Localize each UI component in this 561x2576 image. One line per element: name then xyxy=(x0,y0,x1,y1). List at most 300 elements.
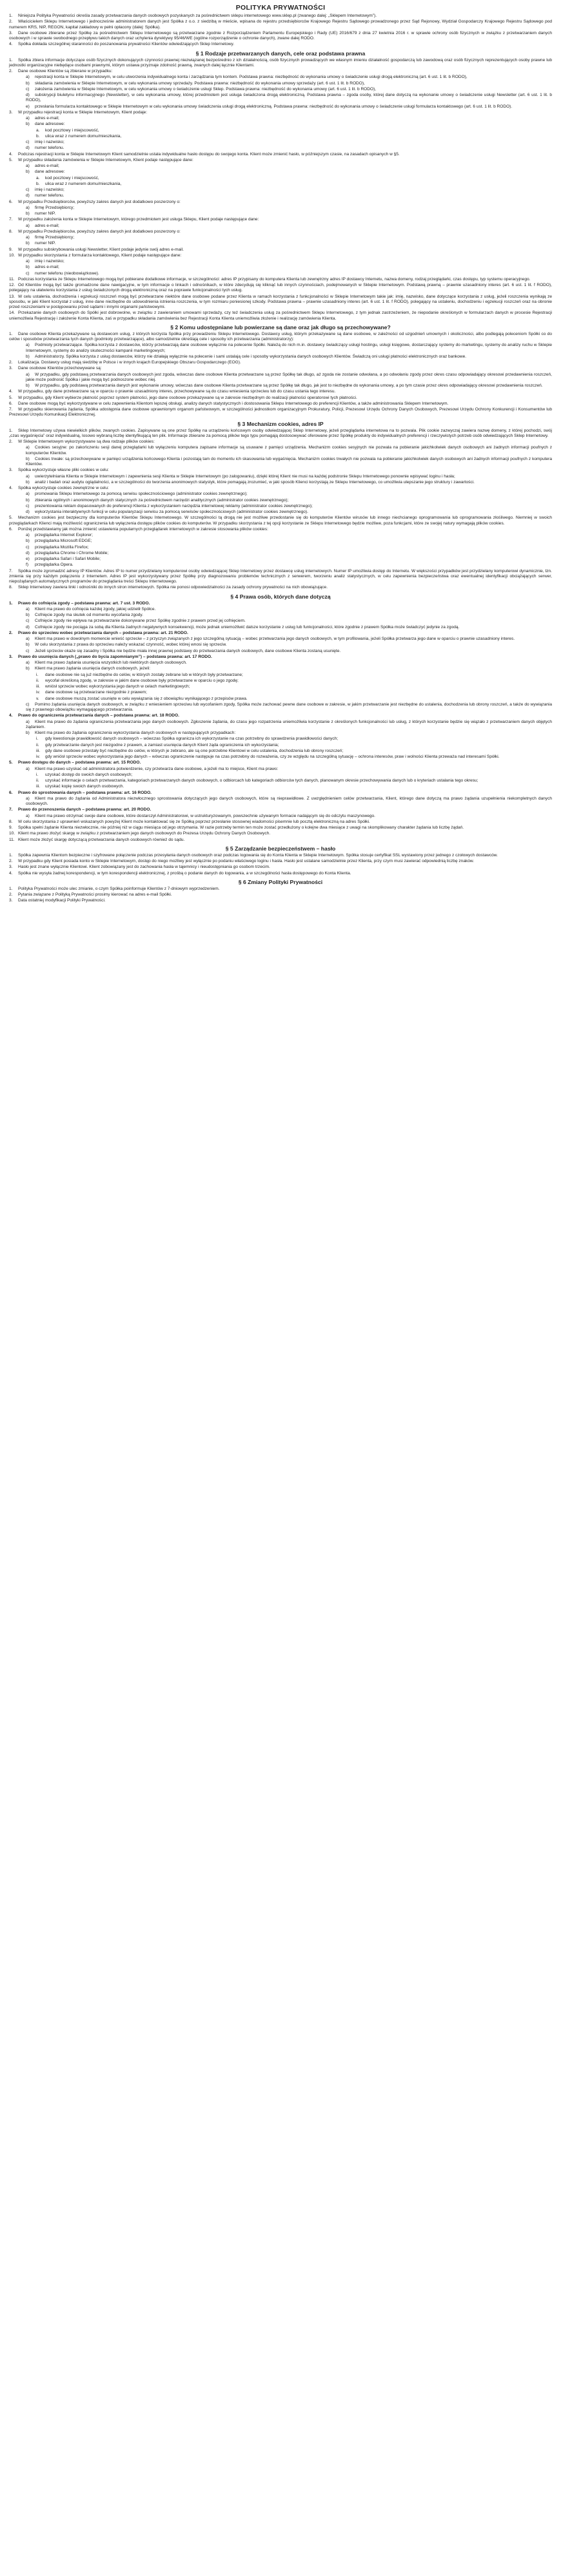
paragraph-text: kod pocztowy i miejscowość, xyxy=(45,175,99,180)
paragraph-number: 5. xyxy=(9,157,13,162)
paragraph-text: ulica wraz z numerem domu/mieszkania, xyxy=(45,133,122,139)
paragraph-text: Administratorzy. Spółka korzysta z usług dostawców, którzy nie działają wyłącznie na polecenie i sami ustalają cele i sposoby wykorzystania danych osobowych Klientów. Świadczą oni usługi płatności elektronicznych oraz bankowe. xyxy=(35,354,467,359)
paragraph-text: W Sklepie Internetowym wykorzystywane są dwa rodzaje plików cookies: xyxy=(18,439,155,444)
paragraph-number: 3. xyxy=(9,366,13,371)
policy-paragraph xyxy=(9,241,552,246)
paragraph-number: c) xyxy=(26,503,30,508)
paragraph-text: dane osobowe są przetwarzane niezgodnie z prawem; xyxy=(45,690,147,695)
paragraph-text: składania zamówienia w Sklepie Internetowym, w celu wykonania umowy sprzedaży. Podstawa prawna: niezbędność do wykonania umowy sprzedaży (art. 6 ust. 1 lit. b RODO), xyxy=(35,81,365,86)
paragraph-number: iii. xyxy=(36,684,41,689)
policy-paragraph xyxy=(9,655,552,660)
policy-paragraph xyxy=(9,217,552,222)
paragraph-text: Przekazanie danych osobowych do Spółki jest dobrowolne, w związku z zawieraniem umowami sprzedaży, czy też świadczenia usług za pośrednictwem Sklepu Internetowego, z tym jednak zastrzeżeniem, że niepodanie określonych w formularzach danych w procesie Rejestracji uniemożliwia Rejestrację i założenie Konta Klienta, zaś w przypadku składania zamówienia bez Rejestracji Konta Klienta uniemożliwia złożenie i realizację zamówienia Klienta. xyxy=(9,311,552,321)
policy-paragraph xyxy=(9,140,552,145)
paragraph-text: Spółka może zgromadzić adresy IP Klientów. Adres IP to numer przydzielany komputerowi osoby odwiedzającej Sklep Internetowy przez dostawcę usług internetowych. Numer IP umożliwia dostęp do Internetu. W większości przypadków jest przydzielany komputerowi dynamicznie, tzn. zmienia się przy każdym połączeniu z Internetem. Adres IP jest wykorzystywany przez Spółkę przy diagnozowaniu problemów technicznych z serwerem, tworzeniu analiz statystycznych, w celu zapewnienia bezpieczeństwa oraz ewentualnej identyfikacji obciążających serwer, niepożądanych automatycznych programów do przeglądania treści Sklepu Internetowego. xyxy=(9,568,552,584)
paragraph-text: Klient może złożyć skargę dotyczącą przetwarzania danych osobowych również do sądu. xyxy=(18,837,185,842)
policy-paragraph xyxy=(9,649,552,654)
paragraph-number: d) xyxy=(26,93,30,97)
paragraph-text: Podmioty przetwarzające. Spółka korzysta z dostawców, którzy przetwarzają dane osobowe wyłącznie na polecenie Spółki. Należą do nich m.in. dostawcy świadczący usługi hostingu, usługi księgowe, dostarczający systemy do marketingu, systemy do analizy ruchu w Sklepie Internetowym, systemy do analizy skuteczności kampanii marketingowych; xyxy=(26,343,552,353)
paragraph-number: i. xyxy=(36,672,39,677)
policy-paragraph xyxy=(9,486,552,491)
policy-paragraph xyxy=(9,247,552,253)
policy-paragraph xyxy=(9,187,552,193)
paragraph-text: imię i nazwisko; xyxy=(35,259,64,264)
policy-paragraph xyxy=(9,277,552,282)
policy-paragraph xyxy=(9,515,552,526)
paragraph-number: e) xyxy=(26,557,30,561)
paragraph-number: 11. xyxy=(9,837,15,842)
paragraph-text: Lokalizacja. Dostawcy usług mają siedzibę w Polsce i w innych krajach Europejskiego Obszaru Gospodarczego (EOG). xyxy=(18,360,241,365)
paragraph-text: Cofnięcie zgody ma skutek od momentu wycofania zgody. xyxy=(35,613,144,617)
policy-paragraph xyxy=(9,607,552,612)
paragraph-text: numer telefonu. xyxy=(35,146,64,151)
paragraph-number: iv. xyxy=(36,755,41,759)
paragraph-number: 7. xyxy=(9,807,13,812)
paragraph-text: W przypadku, gdy dane przetwarzane są w oparciu o prawnie uzasadniony interes, przechowywane są do czasu wniesienia sprzeciwu lub do czasu ustania tego interesu. xyxy=(18,389,336,394)
paragraph-text: Dane osobowe Klientów przechowywane są: xyxy=(18,366,102,371)
policy-paragraph xyxy=(9,702,552,713)
paragraph-text: Klient ma prawo złożyć skargę w związku z przetwarzaniem jego danych osobowych do Prezesa Urzędu Ochrony Danych Osobowych. xyxy=(18,831,271,836)
policy-paragraph xyxy=(9,820,552,825)
policy-paragraph xyxy=(9,545,552,550)
paragraph-number: 1. xyxy=(9,886,13,891)
paragraph-text: firmę Przedsiębiorcy; xyxy=(35,205,75,210)
paragraph-text: przeglądarka Safari i Safari Mobile; xyxy=(35,557,101,561)
policy-paragraph xyxy=(9,354,552,360)
policy-paragraph xyxy=(9,224,552,229)
policy-paragraph xyxy=(9,814,552,819)
paragraph-text: Spółka zapewnia Klientom bezpieczne i szyfrowane połączenie podczas przesyłania danych osobowych oraz podczas logowania się do Konta Klienta w Sklepie Internetowym. Spółka stosuje certyfikat SSL wystawiony przez jednego z czołowych dostawców. xyxy=(18,852,498,858)
policy-paragraph xyxy=(9,684,552,689)
paragraph-number: b) xyxy=(26,354,30,359)
section-heading: § 2 Komu udostępniane lub powierzane są dane oraz jak długo są przechowywane? xyxy=(170,323,391,331)
paragraph-text: Cookies sesyjne: po zakończeniu sesji danej przeglądarki lub wyłączeniu komputera zapisane informacje są usuwane z pamięci urządzenia. Mechanizm cookies sesyjnych nie pozwala na pobieranie jakichkolwiek danych osobowych ani żadnych informacji poufnych z komputerów Klientów. xyxy=(26,445,552,456)
paragraph-text: numer NIP. xyxy=(35,241,56,246)
paragraph-number: b) xyxy=(26,642,30,648)
policy-paragraph xyxy=(9,360,552,365)
policy-paragraph xyxy=(9,283,552,294)
policy-paragraph xyxy=(9,69,552,74)
document-title: POLITYKA PRYWATNOŚCI xyxy=(235,4,326,12)
policy-paragraph xyxy=(9,146,552,151)
policy-paragraph xyxy=(9,736,552,742)
paragraph-number: 8. xyxy=(9,229,13,234)
policy-paragraph xyxy=(9,445,552,456)
paragraph-number: a) xyxy=(26,164,30,168)
section-heading: § 5 Zarządzanie bezpieczeństwem – hasło xyxy=(225,845,336,852)
policy-paragraph xyxy=(9,666,552,671)
paragraph-text: Spółka wykorzystuje własne pliki cookies w celu: xyxy=(18,468,109,473)
policy-paragraph xyxy=(9,673,552,678)
paragraph-number: iii. xyxy=(36,784,41,789)
paragraph-text: przeglądarka Opera. xyxy=(35,562,74,568)
paragraph-number: 10. xyxy=(9,831,15,836)
paragraph-text: gdy wniósł sprzeciw wobec wykorzystania jego danych – wówczas ograniczenie następuje na czas potrzebny do rozważenia, czy ze względu na szczególną sytuację – ochrona interesów, praw i wolności Klienta przeważa nad interesami Spółki. xyxy=(45,755,500,759)
paragraph-number: 5. xyxy=(9,395,13,400)
paragraph-text: Klient ma prawo do żądania od Administratora niezwłocznego sprostowania dotyczących jego danych osobowych, które są nieprawidłowe. Z uwzględnieniem celów przetwarzania, Klient, którego dane dotyczą ma prawo żądania uzupełnienia niekompletnych danych osobowych. xyxy=(26,796,552,806)
paragraph-text: Dane osobowe mogą być wykorzystywane w celu zapewnienia Klientom lepszej obsługi, analizy danych statystycznych i dostosowania Sklepu Internetowego do preferencji Klientów, a także administrowania Sklepem Internetowym. xyxy=(18,401,449,406)
paragraph-text: adres e-mail; xyxy=(35,116,59,120)
policy-paragraph xyxy=(9,439,552,445)
paragraph-number: c) xyxy=(26,187,30,192)
policy-paragraph xyxy=(9,81,552,86)
policy-paragraph xyxy=(9,110,552,115)
paragraph-text: prezentowania reklam dopasowanych do preferencji Klienta z wykorzystaniem narzędzia internetowej reklamy (administrator cookies zewnętrznego); xyxy=(35,503,313,508)
paragraph-number: e) xyxy=(26,104,30,109)
policy-paragraph xyxy=(9,42,552,47)
paragraph-text: Prawo do sprzeciwu wobec przetwarzania danych – podstawa prawna: art. 21 RODO. xyxy=(18,630,188,635)
document-content xyxy=(9,14,552,904)
policy-paragraph xyxy=(9,457,552,468)
policy-paragraph xyxy=(9,75,552,80)
paragraph-number: 2. xyxy=(9,69,13,73)
paragraph-text: przeglądarka Internet Explorer; xyxy=(35,533,93,537)
paragraph-text: Podczas rejestracji konta w Sklepie Internetowym Klient samodzielnie ustala indywidualne hasło dostępu do swojego konta. Klient może zmienić hasło, w późniejszym czasie, na zasadach opisanych w §5. xyxy=(18,151,400,157)
policy-paragraph xyxy=(9,791,552,796)
paragraph-text: imię i nazwisko; xyxy=(35,187,64,192)
policy-paragraph xyxy=(9,343,552,354)
paragraph-text: Klient ma prawo otrzymać swoje dane osobowe, które dostarczył Administratorowi, w ustrukturyzowanym, powszechnie używanym formacie nadającym się do odczytu maszynowego. xyxy=(35,813,375,818)
paragraph-number: iii. xyxy=(36,748,41,753)
paragraph-number: d) xyxy=(26,550,30,555)
paragraph-text: Pytania związane z Polityką Prywatności prosimy kierować na adres e-mail Spółki. xyxy=(18,892,172,897)
paragraph-number: v. xyxy=(36,696,39,701)
policy-paragraph xyxy=(9,200,552,205)
paragraph-number: 2. xyxy=(9,360,13,365)
paragraph-text: adres e-mail; xyxy=(35,223,59,228)
policy-paragraph xyxy=(9,498,552,503)
paragraph-number: 1. xyxy=(9,14,13,18)
policy-paragraph xyxy=(9,383,552,389)
policy-paragraph xyxy=(9,265,552,270)
paragraph-text: przesłania formularza kontaktowego w Sklepie Internetowym w celu wykonania umowy świadczenia usługi drogą elektroniczną. Podstawa prawna: niezbędność do wykonania umowy o świadczenie usługi formularza kontaktowego (art. 6 ust. 1 lit. b RODO). xyxy=(35,104,513,109)
paragraph-text: rejestracji konta w Sklepie Internetowym, w celu utworzenia indywidualnego konta i zarządzania tym kontem. Podstawa prawna: niezbędność do wykonania umowy o świadczenie usługi drogą elektroniczną (art. 6 ust. 1 lit. b RODO), xyxy=(35,75,467,80)
policy-paragraph xyxy=(9,504,552,509)
policy-paragraph xyxy=(9,713,552,718)
policy-paragraph xyxy=(9,134,552,139)
paragraph-number: 8. xyxy=(9,819,13,824)
policy-paragraph xyxy=(9,778,552,783)
paragraph-text: Sklep Internetowy zawiera linki i odnośniki do innych stron internetowych. Spółka nie ponosi odpowiedzialności za zasady ochrony prywatności na nich obowiązujące. xyxy=(18,585,328,590)
paragraph-number: a) xyxy=(26,813,30,818)
policy-paragraph xyxy=(9,169,552,175)
paragraph-number: 6. xyxy=(9,526,13,532)
paragraph-text: zbierania ogólnych i anonimowych danych statycznych za pośrednictwem narzędzi analitycznych (administrator cookies zewnętrznego); xyxy=(35,497,289,503)
paragraph-text: promowania Sklepu Internetowego za pomocą serwisu społecznościowego (administrator cookies zewnętrznego); xyxy=(35,492,248,497)
paragraph-number: 8. xyxy=(9,585,13,590)
policy-paragraph xyxy=(9,87,552,92)
paragraph-number: 3. xyxy=(9,865,13,870)
policy-paragraph xyxy=(9,585,552,590)
policy-paragraph xyxy=(9,807,552,812)
paragraph-number: ii. xyxy=(36,678,39,683)
paragraph-text: Jeżeli sprzeciw okaże się zasadny i Spółka nie będzie miała innej prawnej podstawy do przetwarzania danych osobowych, dane osobowe Klienta zostaną usunięte. xyxy=(35,648,341,653)
policy-paragraph xyxy=(9,755,552,760)
paragraph-number: a) xyxy=(26,474,30,479)
paragraph-number: 4. xyxy=(9,486,13,490)
policy-paragraph xyxy=(9,569,552,585)
paragraph-text: Podczas korzystania ze Sklepu Internetowego mogą być pobierane dodatkowe informacje, w szczególności: adres IP przypisany do komputera Klienta lub zewnętrzny adres IP dostawcy Internetu, nazwa domeny, rodzaj przeglądarki, czas dostępu, typ systemu operacyjnego. xyxy=(18,276,531,282)
paragraph-text: Prawo dostępu do danych – podstawa prawna: art. 15 RODO. xyxy=(18,760,141,765)
policy-paragraph xyxy=(9,235,552,240)
paragraph-text: Klient ma prawo żądania usunięcia danych osobowych, jeżeli: xyxy=(35,666,151,671)
policy-paragraph xyxy=(9,474,552,479)
paragraph-number: a) xyxy=(26,637,30,641)
paragraph-text: uzyskać dostęp do swoich danych osobowych; xyxy=(45,772,133,777)
paragraph-number: a) xyxy=(26,796,30,801)
paragraph-text: dane osobowe muszą zostać usunięte w celu wywiązania się z obowiązku wynikającego z przepisów prawa. xyxy=(45,696,248,701)
paragraph-number: 1. xyxy=(9,331,13,336)
paragraph-text: wniósł sprzeciw wobec wykorzystania jego danych w celach marketingowych; xyxy=(45,684,190,689)
paragraph-text: W przypadku rejestracji konta w Sklepie Internetowym, Klient podaje: xyxy=(18,110,148,115)
policy-paragraph xyxy=(9,193,552,198)
paragraph-number: 1. xyxy=(9,601,13,606)
paragraph-number: a) xyxy=(26,372,30,377)
policy-paragraph xyxy=(9,838,552,843)
paragraph-text: W przypadku, gdy Klient wybierze płatność poprzez system płatności, jego dane osobowe przekazywane są w zakresie niezbędnym do realizacji płatności operatorowi tych płatności. xyxy=(18,395,357,400)
policy-paragraph xyxy=(9,613,552,618)
paragraph-number: c) xyxy=(26,648,30,653)
paragraph-text: Hasło jest znane wyłącznie Klientowi. Klient zobowiązany jest do zachowania hasła w tajemnicy i nieudostępniania go osobom trzecim. xyxy=(18,865,270,870)
policy-paragraph xyxy=(9,825,552,831)
paragraph-number: 9. xyxy=(9,247,13,252)
paragraph-number: b) xyxy=(26,479,30,485)
paragraph-number: 2. xyxy=(9,859,13,863)
policy-paragraph xyxy=(9,619,552,624)
paragraph-text: numer NIP. xyxy=(35,211,56,216)
paragraph-text: W przypadku subskrybowania usługi Newsletter, Klient podaje jedynie swój adres e-mail. xyxy=(18,247,184,252)
policy-paragraph xyxy=(9,31,552,42)
paragraph-number: c) xyxy=(26,140,30,144)
paragraph-number: a. xyxy=(36,128,40,133)
paragraph-text: Prawo do cofnięcia zgody – podstawa prawna: art. 7 ust. 3 RODO. xyxy=(18,601,150,606)
paragraph-text: Spółka zbiera informacje dotyczące osób fizycznych dokonujących czynności prawnej niezwiązanej bezpośrednio z ich działalnością, osób fizycznych prowadzących we własnym imieniu działalność gospodarczą lub zawodową oraz osób fizycznych reprezentujących osoby prawne lub jednostki organizacyjne niebędące osobami prawnymi, którym ustawa przyznaje zdolność prawną, zwanych dalej łącznie Klientami. xyxy=(9,57,552,68)
paragraph-text: W przypadku założenia konta w Sklepie Internetowym, którego przedmiotem jest usługa Sklepu, Klient podaje następujące dane: xyxy=(18,217,259,222)
policy-paragraph xyxy=(9,19,552,30)
paragraph-number: 3. xyxy=(9,468,13,473)
paragraph-text: subskrypcji biuletynu informacyjnego (Newsletter), w celu wykonania umowy, której przedmiotem jest usługa świadczona drogą elektroniczną. Podstawa prawna – zgoda osoby, której dane dotyczą na wykonanie umowy o świadczenie usługi Newsletter (art. 6 ust. 1 lit. b RODO), xyxy=(26,93,552,103)
paragraph-text: Mechanizm cookies jest bezpieczny dla komputerów Klientów Sklepu Internetowego. W szczególności tą drogą nie jest możliwe przedostanie się do komputerów Klientów wirusów lub innego niechcianego oprogramowania lub oprogramowania złośliwego. Niemniej w swoich przeglądarkach Klienci mają możliwość ograniczenia lub wyłączenia dostępu plików cookies do komputerów. W przypadku skorzystania z tej opcji korzystanie ze Sklepu Internetowego będzie możliwe, poza funkcjami, które ze swojej natury wymagają plików cookies. xyxy=(9,515,552,526)
policy-paragraph xyxy=(9,152,552,157)
paragraph-text: W przypadku skierowania żądania, Spółka udostępnia dane osobowe uprawnionym organom państwowym, w szczególności jednostkom organizacyjnym Prokuratury, Policji, Prezesowi Urzędu Ochrony Danych Osobowych, Prezesowi Urzędu Ochrony Konkurencji i Konsumentów lub Prezesowi Urzędu Komunikacji Elektronicznej. xyxy=(9,407,552,418)
policy-paragraph xyxy=(9,401,552,407)
policy-paragraph xyxy=(9,642,552,648)
paragraph-text: uzyskać kopię swoich danych osobowych. xyxy=(45,784,124,789)
paragraph-text: Klient ma prawo do żądania ograniczenia wykorzystania danych osobowych w następujących przypadkach: xyxy=(35,731,236,735)
paragraph-number: a) xyxy=(26,492,30,497)
paragraph-text: Dane osobowe Klienta przekazywane są dostawcom usług, z których korzysta Spółka przy prowadzeniu Sklepu Internetowego. Dostawcy usług, którym przekazywane są dane osobowe, w zależności od uzgodnień umownych i okoliczności, albo podlegają poleceniom Spółki co do celów i sposobów przetwarzania tych danych (podmioty przetwarzające), albo samodzielnie określają cele i sposoby ich przetwarzania (administratorzy): xyxy=(9,331,552,341)
policy-paragraph xyxy=(9,468,552,473)
policy-paragraph xyxy=(9,784,552,789)
paragraph-number: b) xyxy=(26,456,30,461)
paragraph-text: gdy dane osobowe przestały być niezbędne do celów, w których je zebrano, ale są one potrzebne Klientowi w celu ustalenia, dochodzenia lub obrony roszczeń; xyxy=(45,748,344,753)
paragraph-number: a) xyxy=(26,606,30,611)
policy-paragraph xyxy=(9,767,552,772)
paragraph-number: b) xyxy=(26,122,30,127)
policy-paragraph xyxy=(9,690,552,695)
policy-paragraph xyxy=(9,892,552,898)
paragraph-number: 2. xyxy=(9,892,13,897)
paragraph-text: Cofnięcie zgody nie wpływa na przetwarzanie dokonywane przez Spółkę zgodnie z prawem przed jej cofnięciem. xyxy=(35,619,246,624)
paragraph-number: a) xyxy=(26,116,30,120)
policy-paragraph xyxy=(9,871,552,876)
paragraph-number: 5. xyxy=(9,760,13,765)
paragraph-text: przeglądarka Mozilla Firefox; xyxy=(35,544,89,550)
section-heading: § 4 Prawa osób, których dane dotyczą xyxy=(230,593,331,600)
policy-paragraph xyxy=(9,480,552,485)
paragraph-number: 12. xyxy=(9,283,15,287)
paragraph-number: a) xyxy=(26,223,30,228)
paragraph-text: W celu ustalenia, dochodzenia i egzekucji roszczeń mogą być przetwarzane niektóre dane osobowe podane przez Klienta w ramach korzystania z funkcjonalności w Sklepie Internetowym takie jak: imię, nazwisko, dane dotyczące korzystania z usług, jeżeli roszczenia wynikają ze sposobu, w jaki Klient korzystał z usług, inne dane niezbędne do udowodnienia istnienia roszczenia, w tym rozmiaru poniesionej szkody. Podstawa prawna – prawnie uzasadniony interes (art. 6 ust. 1 lit. f RODO), polegający na ustaleniu, dochodzeniu i egzekucji roszczeń oraz na obronie przed roszczeniami w postępowaniu przed sądami i innymi organami państwowymi. xyxy=(9,294,552,309)
paragraph-text: założenia zamówienia w Sklepie Internetowym, w celu wykonania umowy o świadczenie usługi Sklep. Podstawa prawna: niezbędność do wykonania umowy (art. 6 ust. 1 lit. b RODO), xyxy=(35,86,377,91)
paragraph-number: b) xyxy=(26,265,30,270)
paragraph-text: gdy kwestionuje prawidłowość danych osobowych – wówczas Spółka ogranicza ich wykorzystanie na czas potrzebny do sprawdzenia prawidłowości danych; xyxy=(45,736,339,742)
paragraph-number: c) xyxy=(26,544,30,550)
policy-paragraph xyxy=(9,206,552,211)
paragraph-text: firmę Przedsiębiorcy; xyxy=(35,235,75,240)
paragraph-number: 6. xyxy=(9,401,13,406)
policy-paragraph xyxy=(9,625,552,630)
paragraph-text: Klient ma prawo do cofnięcia każdej zgody, jakiej udzielił Spółce. xyxy=(35,606,156,611)
paragraph-text: Spółka wykorzystuje cookies zewnętrzne w celu: xyxy=(18,486,109,490)
paragraph-number: b) xyxy=(26,211,30,216)
paragraph-number: a) xyxy=(26,235,30,240)
paragraph-text: Spółka nie wysyła żadnej korespondencji, w tym korespondencji elektronicznej, z prośbą o podanie danych do logowania, a w szczególności hasła dostępowego do Konta Klienta. xyxy=(18,870,351,876)
paragraph-text: W celu skorzystania z prawa do sprzeciwu należy wskazać czynność, wobec której wnosi się sprzeciw. xyxy=(35,642,227,648)
paragraph-number: ii. xyxy=(36,778,39,783)
paragraph-text: Od Klientów mogą być także gromadzone dane nawigacyjne, w tym informacje o linkach i odnośnikach, w które zdecydują się kliknąć lub innych czynnościach, podejmowanych w Sklepie Internetowym. Podstawą prawną – prawnie uzasadniony interes (art. 6 ust. 1 lit. f RODO), polegający na ułatwieniu korzystania z usług świadczonych drogą elektroniczną oraz na poprawie funkcjonalności tych usług. xyxy=(9,283,552,293)
paragraph-text: Klient ma prawo uzyskać od administratora potwierdzenie, czy przetwarza dane osobowe, a jeżeli ma to miejsce, Klient ma prawo: xyxy=(35,766,279,771)
paragraph-number: 4. xyxy=(9,713,13,718)
paragraph-text: dane adresowe: xyxy=(35,122,65,127)
policy-paragraph xyxy=(9,229,552,235)
paragraph-text: W przypadku, gdy podstawą przetwarzania danych jest wykonanie umowy, wówczas dane osobowe Klienta przetwarzane są przez Spółkę tak długo, jak jest to niezbędne do wykonania umowy, a po tym czasie przez okres odpowiadający okresowi przedawnienia roszczeń. xyxy=(35,383,543,388)
policy-paragraph xyxy=(9,271,552,276)
policy-paragraph xyxy=(9,631,552,636)
policy-paragraph xyxy=(9,539,552,544)
paragraph-number: b) xyxy=(26,169,30,175)
policy-paragraph xyxy=(9,731,552,736)
paragraph-number: iv. xyxy=(36,690,41,695)
paragraph-text: Prawo do usunięcia danych („prawo do bycia zapomnianym”) – podstawa prawna: art. 17 RODO. xyxy=(18,654,212,659)
paragraph-text: Spółka dokłada szczególnej staranności do poszanowania prywatności Klientów odwiedzających Sklep Internetowy. xyxy=(18,42,235,47)
paragraph-number: 6. xyxy=(9,790,13,795)
policy-paragraph xyxy=(9,887,552,892)
paragraph-text: Klient ma prawo do żądania ograniczenia przetwarzania jego danych osobowych. Zgłoszenie żądania, do czasu jego rozpatrzenia uniemożliwia korzystanie z określonych funkcjonalności lub usług, z których korzystanie będzie się wiązało z przetwarzaniem danych objętych żądaniem. xyxy=(26,719,552,729)
policy-paragraph xyxy=(9,332,552,343)
policy-paragraph xyxy=(9,182,552,187)
paragraph-number: 2. xyxy=(9,439,13,444)
policy-paragraph xyxy=(9,831,552,836)
policy-paragraph xyxy=(9,128,552,133)
paragraph-number: a) xyxy=(26,445,30,450)
policy-paragraph xyxy=(9,562,552,568)
paragraph-number: 2. xyxy=(9,19,13,24)
paragraph-text: W przypadku gdy Klient posiada konto w Sklepie Internetowym, dostęp do niego możliwy jest wyłącznie po podaniu właściwego loginu i hasła. Hasło jest ustalane samodzielnie przez Klienta, przy czym musi zawierać odpowiednią liczbę znaków. xyxy=(18,859,475,863)
paragraph-text: wykorzystania interaktywnych funkcji w celu popularyzacji serwisu za pomocą serwisów społecznościowych (administrator cookies zewnętrznego). xyxy=(35,510,308,514)
paragraph-text: Klient ma prawo w dowolnym momencie wnieść sprzeciw – z przyczyn związanych z jego szczególną sytuacją – wobec przetwarzania jego danych osobowych, w tym profilowania, jeżeli Spółka przetwarza jego dane w oparciu o prawnie uzasadniony interes. xyxy=(35,637,515,641)
paragraph-text: Polityka Prywatności może ulec zmianie, o czym Spółka poinformuje Klientów z 7-dniowym wyprzedzeniem. xyxy=(18,886,220,891)
paragraph-number: f) xyxy=(26,562,28,568)
policy-paragraph xyxy=(9,294,552,311)
paragraph-text: numer telefonu (nieobowiązkowe). xyxy=(35,271,99,276)
paragraph-text: W celu skorzystania z uprawnień wskazanych powyżej Klient może kontaktować się ze Spółką poprzez przesłanie stosownej wiadomości pisemnie lub pocztą elektroniczną na adres Spółki. xyxy=(18,819,370,824)
paragraph-number: 13. xyxy=(9,294,15,299)
paragraph-text: uwierzytelniania Klienta w Sklepie Internetowym i zapewnienia sesji Klienta w Sklepie Internetowym (po zalogowaniu), dzięki której Klient nie musi na każdej podstronie Sklepu Internetowego ponownie wpisywać loginu i hasła; xyxy=(35,474,455,479)
policy-paragraph xyxy=(9,311,552,322)
policy-paragraph xyxy=(9,720,552,731)
paragraph-number: 4. xyxy=(9,389,13,394)
policy-paragraph xyxy=(9,859,552,864)
paragraph-number: b. xyxy=(36,181,40,186)
policy-paragraph xyxy=(9,527,552,532)
paragraph-number: a) xyxy=(26,205,30,210)
policy-paragraph xyxy=(9,389,552,394)
paragraph-number: 7. xyxy=(9,217,13,222)
paragraph-text: numer telefonu. xyxy=(35,193,64,198)
paragraph-text: przeglądarka Chrome i Chrome Mobile; xyxy=(35,550,109,555)
paragraph-text: Prawo do przenoszenia danych – podstawa prawna: art. 20 RODO. xyxy=(18,807,152,812)
paragraph-text: Spółka spełni żądanie Klienta niezwłocznie, nie później niż w ciągu miesiąca od jego otrzymania. W razie potrzeby termin ten może zostać przedłużony o kolejne dwa miesiące z uwagi na skomplikowany charakter żądania lub liczbę żądań. xyxy=(18,825,464,830)
paragraph-text: gdy przetwarzanie danych jest niezgodne z prawem, a zamiast usunięcia danych Klient żąda ograniczenia ich wykorzystania; xyxy=(45,742,279,747)
paragraph-number: b) xyxy=(26,81,30,86)
paragraph-text: ulica wraz z numerem domu/mieszkania, xyxy=(45,181,122,186)
paragraph-text: Poniżej przedstawiamy jak można zmienić ustawienia popularnych przeglądarek internetowych w zakresie stosowania plików cookies: xyxy=(18,526,268,532)
paragraph-number: 1. xyxy=(9,57,13,62)
paragraph-number: 11. xyxy=(9,276,15,282)
policy-paragraph xyxy=(9,116,552,121)
paragraph-number: a) xyxy=(26,75,30,80)
paragraph-text: W przypadku Przedsiębiorców, powyższy zakres danych jest dodatkowo poszerzony o: xyxy=(18,199,181,204)
policy-paragraph xyxy=(9,104,552,110)
section-heading: § 3 Mechanizm cookies, adres IP xyxy=(237,420,324,427)
policy-paragraph xyxy=(9,533,552,538)
paragraph-number: 1. xyxy=(9,428,13,433)
paragraph-number: c) xyxy=(26,702,30,707)
paragraph-number: b. xyxy=(36,133,40,139)
paragraph-number: c) xyxy=(26,86,30,91)
paragraph-number: 3. xyxy=(9,30,13,35)
policy-paragraph xyxy=(9,259,552,264)
policy-paragraph xyxy=(9,372,552,383)
paragraph-number: d) xyxy=(26,146,30,151)
paragraph-number: a) xyxy=(26,660,30,665)
paragraph-number: 4. xyxy=(9,870,13,876)
paragraph-number: 2. xyxy=(9,630,13,635)
paragraph-number: d) xyxy=(26,510,30,514)
paragraph-number: ii. xyxy=(36,742,39,747)
paragraph-text: W przypadku składania zamówienia w Sklepie Internetowym, Klient podaje następujące dane: xyxy=(18,157,193,162)
paragraph-text: przeglądarka Microsoft EDGE; xyxy=(35,539,92,544)
paragraph-number: a) xyxy=(26,343,30,348)
paragraph-number: b) xyxy=(26,497,30,503)
section-heading: § 6 Zmiany Polityki Prywatności xyxy=(238,878,323,885)
paragraph-number: i. xyxy=(36,736,39,742)
policy-paragraph xyxy=(9,122,552,127)
paragraph-number: d) xyxy=(26,193,30,198)
paragraph-number: 1. xyxy=(9,852,13,858)
policy-paragraph xyxy=(9,93,552,104)
paragraph-number: 3. xyxy=(9,110,13,115)
policy-paragraph xyxy=(9,407,552,418)
policy-paragraph xyxy=(9,853,552,858)
paragraph-number: b) xyxy=(26,666,30,671)
paragraph-number: d) xyxy=(26,624,30,630)
paragraph-text: kod pocztowy i miejscowość, xyxy=(45,128,99,133)
paragraph-text: Właścicielem Sklepu Internetowego i jednocześnie administratorem danych jest Spółka z o.o. z siedzibą w mieście, wpisana do rejestru przedsiębiorców Krajowego Rejestru Sądowego prowadzonego przez Sąd Rejonowy, Wydział Gospodarczy Krajowego Rejestru Sądowego pod numerem KRS, NIP, REGON, kapitał zakładowy w pełni opłacony (dalej: Spółka). xyxy=(9,19,552,30)
policy-paragraph xyxy=(9,760,552,765)
paragraph-number: 7. xyxy=(9,407,13,412)
